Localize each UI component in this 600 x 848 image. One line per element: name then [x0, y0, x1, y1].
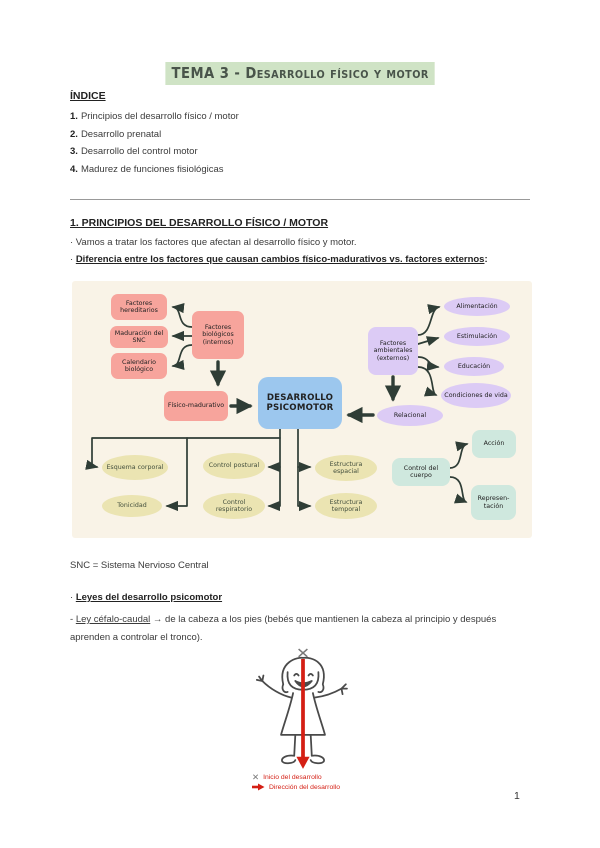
node-desarrollo-psicomotor: DESARROLLO PSICOMOTOR: [258, 377, 342, 429]
bullet: ·: [70, 592, 76, 603]
section-subheading: [70, 254, 488, 265]
index-item-text: Desarrollo prenatal: [80, 128, 162, 140]
node-factores-ambientales: Factores ambientales (externos): [368, 327, 418, 375]
legend-start-label: Inicio del desarrollo: [263, 773, 322, 781]
start-x-mark: [299, 649, 308, 657]
node-estructura-temporal: Estructura temporal: [315, 493, 377, 519]
node-tonicidad: Tonicidad: [102, 495, 162, 517]
concept-map: [72, 281, 532, 538]
node-estructura-espacial: Estructura espacial: [315, 455, 377, 481]
node-representacion: Represen-tación: [471, 485, 516, 520]
legend-direction-row: [252, 782, 340, 792]
section-paragraph: · Vamos a tratar los factores que afectan al desarrollo físico y motor.: [70, 237, 357, 248]
colon: :: [484, 254, 488, 265]
section-heading: 1. PRINCIPIOS DEL DESARROLLO FÍSICO / MOTOR: [70, 217, 329, 229]
index-item-number: 2.: [70, 128, 78, 140]
node-accion: Acción: [472, 430, 516, 458]
title-bar: [0, 62, 600, 85]
node-calendario-biologico: Calendario biológico: [111, 353, 167, 379]
index-item: [70, 143, 530, 161]
start-x-icon: ✕: [252, 771, 260, 782]
dash: -: [70, 614, 76, 625]
node-estimulacion: Estimulación: [444, 327, 510, 346]
node-alimentacion: Alimentación: [444, 297, 510, 316]
node-factores-hereditarios: Factores hereditarios: [111, 294, 167, 320]
bullet: ·: [70, 254, 76, 265]
section-divider: [70, 199, 530, 200]
page-number: 1: [514, 790, 520, 802]
legend-direction-label: Dirección del desarrollo: [269, 783, 341, 791]
laws-heading-text: Leyes del desarrollo psicomotor: [75, 592, 223, 603]
law-name: Ley céfalo-caudal: [75, 614, 151, 625]
node-educacion: Educación: [444, 357, 504, 376]
laws-heading: [70, 592, 222, 603]
index-heading: ÍNDICE: [70, 90, 106, 102]
index-item: [70, 126, 530, 144]
index-section: [70, 90, 530, 178]
figure-legend: [252, 772, 340, 792]
index-item-number: 1.: [70, 111, 78, 122]
index-item: [70, 161, 530, 179]
page-title: TEMA 3 - Desarrollo físico y motor: [165, 62, 435, 85]
node-control-postural: Control postural: [203, 453, 265, 479]
node-control-respiratorio: Control respiratorio: [203, 493, 265, 519]
node-relacional: Relacional: [377, 405, 443, 426]
index-item: [70, 108, 530, 126]
node-esquema-corporal: Esquema corporal: [102, 455, 168, 480]
child-figure: [248, 648, 358, 770]
legend-start-row: [252, 772, 340, 782]
index-item-text: Madurez de funciones fisiológicas: [80, 163, 224, 175]
node-maduracion-snc: Maduración del SNC: [110, 326, 168, 348]
direction-arrow-icon: [252, 783, 265, 791]
snc-note: SNC = Sistema Nervioso Central: [70, 560, 209, 571]
node-condiciones-vida: Condiciones de vida: [441, 383, 511, 408]
subheading-text: Diferencia entre los factores que causan cambios físico-madurativos vs. factores externos: [75, 254, 485, 265]
law-description: → de la cabeza a los pies (bebés que mantienen la cabeza al principio y después aprenden a controlar el tronco).: [70, 614, 497, 643]
index-item-text: Desarrollo del control motor: [80, 146, 198, 157]
node-control-del-cuerpo: Control del cuerpo: [392, 458, 450, 486]
law-cefalo-caudal: [70, 611, 532, 647]
node-fisico-madurativo: Físico-madurativo: [164, 391, 228, 421]
index-item-text: Principios del desarrollo físico / motor: [80, 111, 239, 122]
node-factores-biologicos: Factores biológicos (internos): [192, 311, 244, 359]
index-item-number: 4.: [70, 163, 78, 175]
index-item-number: 3.: [70, 146, 78, 157]
